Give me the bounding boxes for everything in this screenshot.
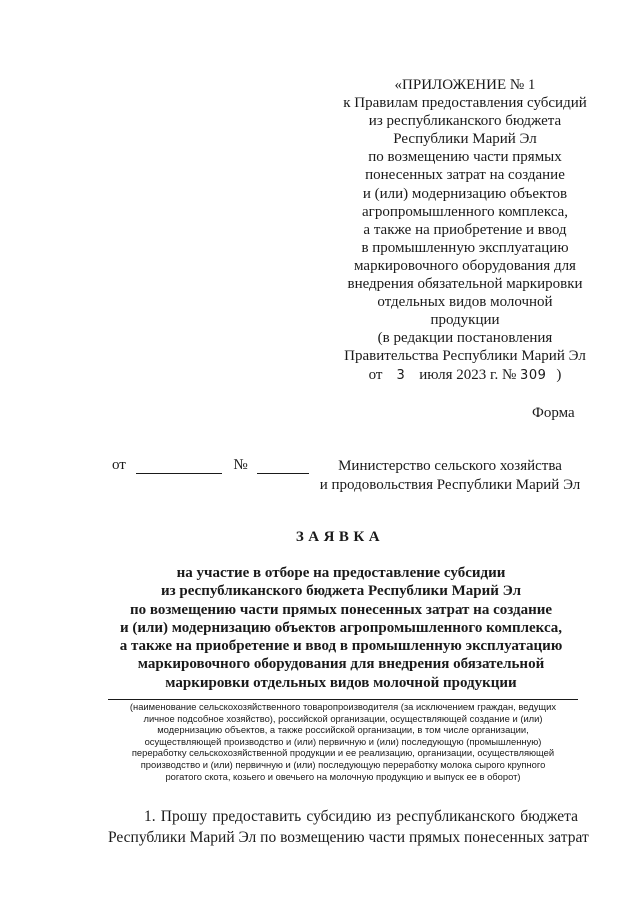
- body-paragraph: [108, 806, 589, 848]
- body-line: 1. Прошу предоставить субсидию из республиканского бюджета: [144, 808, 578, 825]
- hint-line: модернизацию объектов, а также российской организации, в том числе организации,: [157, 724, 529, 736]
- date-blank-field[interactable]: [136, 459, 222, 474]
- appendix-line: Правительства Республики Марий Эл: [344, 348, 586, 365]
- appendix-line: и (или) модернизацию объектов: [362, 185, 568, 202]
- number-blank-field[interactable]: [257, 459, 309, 474]
- resolution-number: 309: [520, 367, 547, 383]
- date-rest: июля 2023 г. №: [419, 366, 517, 383]
- from-number-row: [112, 457, 309, 474]
- appendix-line: отдельных видов молочной: [377, 294, 553, 311]
- appendix-line: а также на приобретение и ввод: [363, 221, 567, 238]
- document-title: ЗАЯВКА: [295, 529, 385, 545]
- form-label: Форма: [532, 405, 575, 421]
- subject-line: маркировки отдельных видов молочной продукции: [165, 674, 517, 691]
- appendix-line: по возмещению части прямых: [368, 149, 562, 166]
- resolution-date-line: [315, 366, 615, 385]
- applicant-name-hint: [108, 701, 578, 782]
- hint-line: рогатого скота, козьего и овечьего на молочную продукцию и выпуск ее в оборот): [165, 770, 521, 782]
- appendix-line: Республики Марий Эл: [393, 131, 537, 148]
- subject-line: а также на приобретение и ввод в промышленную эксплуатацию: [119, 638, 563, 655]
- date-close: ): [556, 366, 562, 383]
- ministry-line: и продовольствия Республики Марий Эл: [319, 476, 581, 493]
- hint-line: производство и (или) первичную и (или) последующую переработку молока сырого крупного: [140, 758, 546, 770]
- appendix-header: [315, 76, 615, 385]
- appendix-line: агропромышленного комплекса,: [362, 203, 568, 220]
- hint-line: личное подсобное хозяйство), российской организации, осуществляющей создание и (или): [143, 712, 543, 724]
- number-label: №: [233, 457, 248, 473]
- appendix-line: маркировочного оборудования для: [354, 257, 576, 274]
- appendix-line: (в редакции постановления: [377, 330, 553, 347]
- appendix-line: понесенных затрат на создание: [365, 167, 565, 184]
- appendix-line: «ПРИЛОЖЕНИЕ № 1: [394, 77, 536, 93]
- appendix-line: из республиканского бюджета: [368, 113, 562, 130]
- hint-line: переработку сельскохозяйственной продукции и ее реализацию, организации, осуществляющей: [131, 747, 555, 759]
- application-subject: [96, 564, 586, 692]
- subject-line: на участие в отборе на предоставление субсидии: [176, 565, 506, 581]
- from-label: от: [112, 457, 126, 473]
- hint-line: осуществляющей производство и (или) первичную и (или) последующую (промышленную): [144, 735, 542, 747]
- recipient-ministry: [310, 457, 590, 494]
- appendix-line: продукции: [430, 312, 500, 329]
- appendix-line: к Правилам предоставления субсидий: [343, 95, 587, 112]
- applicant-name-field[interactable]: [108, 699, 578, 700]
- appendix-line: внедрения обязательной маркировки: [347, 276, 583, 293]
- subject-line: и (или) модернизацию объектов агропромышленного комплекса,: [119, 619, 563, 636]
- appendix-line: в промышленную эксплуатацию: [361, 239, 569, 256]
- subject-line: из республиканского бюджета Республики Марий Эл: [160, 583, 522, 600]
- subject-line: по возмещению части прямых понесенных затрат на создание: [129, 601, 553, 618]
- body-line: Республики Марий Эл по возмещению части прямых понесенных затрат: [108, 829, 589, 846]
- hint-line: (наименование сельскохозяйственного товаропроизводителя (за исключением граждан, ведущих: [129, 701, 557, 712]
- subject-line: маркировочного оборудования для внедрения обязательной: [137, 656, 545, 673]
- date-day: 3: [396, 367, 406, 383]
- ministry-line: Министерство сельского хозяйства: [338, 458, 562, 474]
- date-prefix: от: [368, 366, 383, 383]
